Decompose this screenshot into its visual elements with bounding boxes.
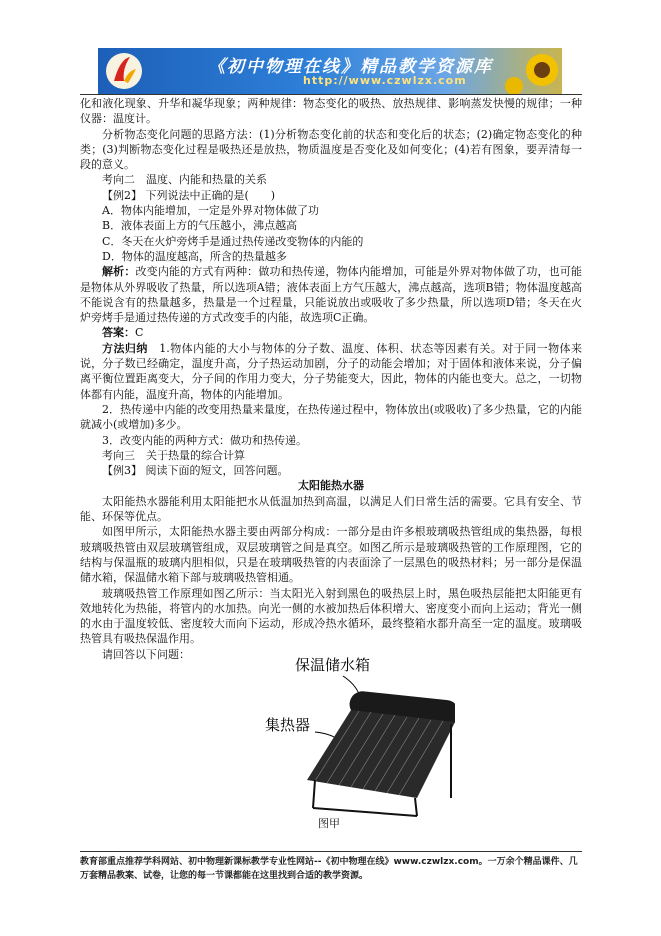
article-paragraph: 玻璃吸热管工作原理如图乙所示：当太阳光入射到黑色的吸热层上时，黑色吸热层能把太阳能更有效地转化为热能，将管内的水加热。向光一侧的水被加热后体积增大、密度变小而向上运动；背光一侧的水由于温度较低、密度较大而向下运动，形成冷热水循环，最终整箱水都升高至一定的温度。玻璃吸热管具有吸热保温作用。 [80, 586, 582, 646]
article-paragraph: 太阳能热水器能利用太阳能把水从低温加热到高温，以满足人们日常生活的需要。它具有安全、节能、环保等优点。 [80, 494, 582, 524]
article-paragraph: 请回答以下问题： [102, 647, 190, 661]
label-tank: 保温储水箱 [295, 656, 371, 674]
analysis [80, 264, 582, 325]
answer-text: C [135, 326, 144, 340]
option-d: D．物体的温度越高，所含的热量越多 [102, 249, 287, 263]
section-heading: 考向三 关于热量的综合计算 [102, 448, 245, 462]
section-heading: 考向二 温度、内能和热量的关系 [102, 173, 267, 187]
analysis-text: 改变内能的方式有两种：做功和热传递，物体内能增加，可能是外界对物体做了功，也可能是物体从外界吸收了热量，所以选项A错；液体表面上方气压越大，沸点越高，选项B错；物体温度越高不能说含有的热量越多，热量是一个过程量，只能说放出或吸收了多少热量，所以选项D错；冬天在火炉旁烤手是通过热传递的方式改变手的内能，故选项C正确。 [80, 265, 582, 325]
analysis-label: 解析： [102, 265, 136, 279]
example-heading: 【例2】 下列说法中正确的是( ) [102, 188, 276, 202]
solar-heater-figure [255, 648, 455, 828]
header-rule [80, 94, 582, 95]
footer-text: 教育部重点推荐学科网站、初中物理新课标教学专业性网站--《初中物理在线》www.czwlzx.com。一万余个精品课件、几万套精品教案、试卷，让您的每一节课都能在这里找到合适的教学资源。 [80, 857, 578, 881]
method-text-2: 2．热传递中内能的改变用热量来量度，在热传递过程中，物体放出(或吸收)了多少热量，它的内能就减小(或增加)多少。 [80, 402, 582, 432]
collector-panel [307, 710, 455, 798]
label-collector: 集热器 [265, 716, 311, 734]
site-title: 《初中物理在线》精品教学资源库 [208, 57, 493, 77]
method-text-1: 1.物体内能的大小与物体的分子数、温度、体积、状态等因素有关。对于同一物体来说，分子数已经确定，温度升高，分子热运动加剧，分子的动能会增加；对于固体和液体来说，分子偏离平衡位置距离变大，分子间的作用力变大，分子势能变大，因此，物体的内能也变大。总之，一切物体都有内能，温度升高，物体的内能增加。 [80, 341, 583, 401]
article-paragraph: 如图甲所示，太阳能热水器主要由两部分构成：一部分是由许多根玻璃吸热管组成的集热器，每根玻璃吸热管由双层玻璃管组成，双层玻璃管之间是真空。如图乙所示是玻璃吸热管的工作原理图，它的结构与保温瓶的玻璃内胆相似，只是在玻璃吸热管的内表面涂了一层黑色的吸热材料；另一部分是保温储水箱，保温储水箱下部与玻璃吸热管相通。 [80, 525, 582, 585]
option-a: A．物体内能增加，一定是外界对物体做了功 [102, 204, 319, 218]
paragraph: 化和液化现象、升华和凝华现象；两种规律：物态变化的吸热、放热规律、影响蒸发快慢的规律；一种仪器：温度计。 [80, 97, 582, 126]
paragraph: 分析物态变化问题的思路方法：(1)分析物态变化前的状态和变化后的状态；(2)确定物态变化的种类；(3)判断物态变化过程是吸热还是放热，物质温度是否变化及如何变化；(4)若有图象，要弄清每一段的意义。 [80, 127, 582, 172]
answer-label: 答案： [102, 326, 135, 340]
site-url[interactable]: http://www.czwlzx.com [303, 74, 467, 87]
method-label: 方法归纳 [102, 341, 148, 355]
method-text-3: 3．改变内能的两种方式：做功和热传递。 [102, 433, 307, 447]
site-logo-icon [104, 51, 144, 91]
main-content [80, 96, 582, 662]
figure-caption: 图甲 [318, 817, 340, 830]
answer [80, 325, 582, 340]
method-summary [80, 341, 582, 402]
article-title: 太阳能热水器 [298, 479, 364, 493]
option-c: C．冬天在火炉旁烤手是通过热传递改变物体的内能的 [102, 234, 364, 248]
footer-rule [80, 851, 582, 852]
sunflower-icon [502, 48, 562, 94]
option-b: B．液体表面上方的气压越小，沸点越高 [102, 219, 298, 233]
header-banner [98, 48, 562, 94]
example-heading: 【例3】 阅读下面的短文，回答问题。 [102, 464, 289, 478]
